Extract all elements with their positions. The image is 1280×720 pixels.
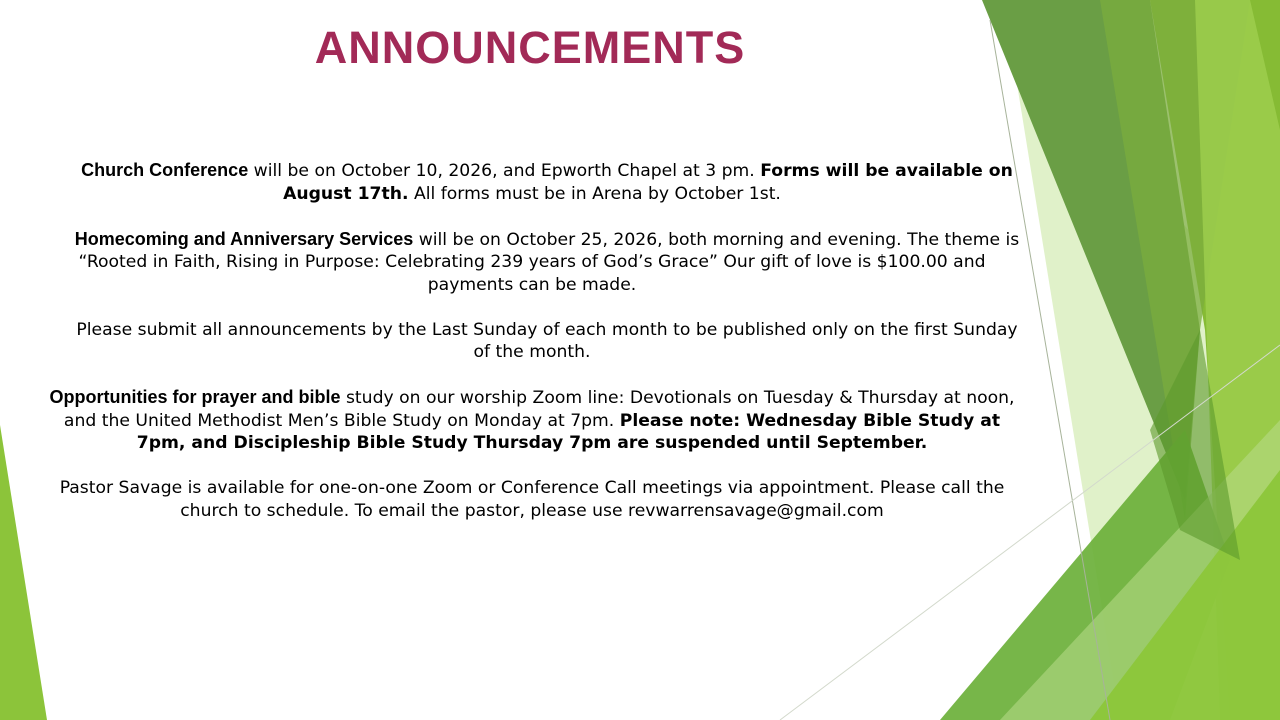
announcement-submission: Please submit all announcements by the Last Sunday of each month to be published only on the first Sunday of the month. xyxy=(76,319,1018,362)
homecoming-heading: Homecoming and Anniversary Services xyxy=(74,228,414,249)
announcements-body xyxy=(40,159,1024,522)
prayer-bible-heading: Opportunities for prayer and bible xyxy=(49,387,341,407)
announcement-pastor: Pastor Savage is available for one-on-one Zoom or Conference Call meetings via appointment. Please call the church to schedule. To email the pastor, please use revwarrensavage@gmail.com xyxy=(59,478,1005,521)
announcement-church-conference: Church Conference will be on October 10, 2026, and Epworth Chapel at 3 pm. Forms will be available on August 17th. All forms must be in Arena by October 1st. xyxy=(81,160,1013,204)
announcement-prayer-bible: Opportunities for prayer and bible study on our worship Zoom line: Devotionals on Tuesday & Thursday at noon, and the United Methodist Men’s Bible Study on Monday at 7pm. Please note: Wednesday Bible Study at 7pm, and Discipleship Bible Study Thursday 7pm are suspended until September. xyxy=(49,387,1015,453)
page-title: ANNOUNCEMENTS xyxy=(314,22,746,73)
church-conference-heading: Church Conference xyxy=(81,160,249,180)
announcement-homecoming: Homecoming and Anniversary Services will be on October 25, 2026, both morning and evening. The theme is “Rooted in Faith, Rising in Purpose: Celebrating 239 years of God’s Grace” Our gift of love is $100.00 and payments can be made. xyxy=(74,228,1020,295)
